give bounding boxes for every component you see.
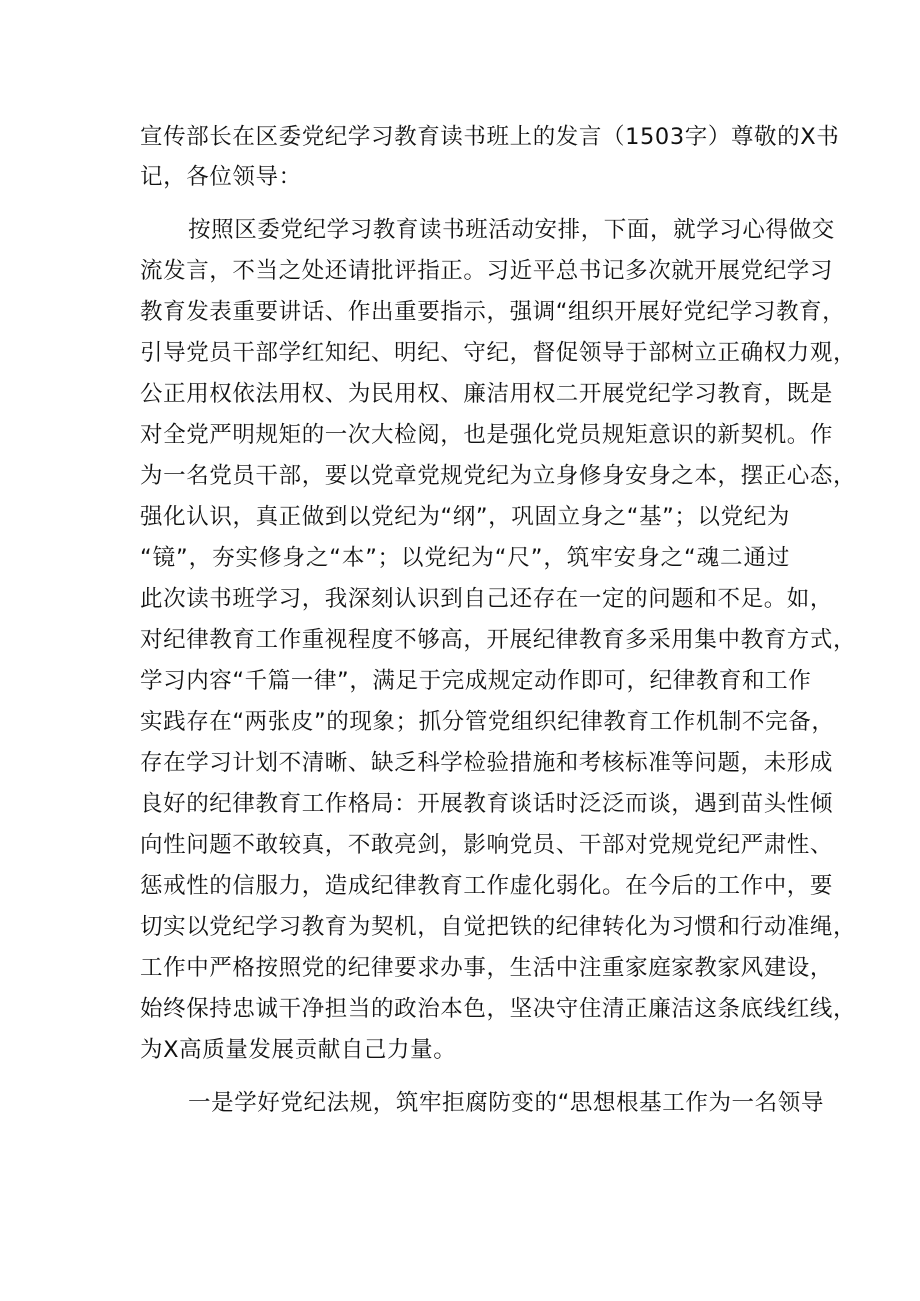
paragraph-line: 流发言，不当之处还请批评指正。习近平总书记多次就开展党纪学习 (140, 258, 834, 284)
paragraph-line: 对全党严明规矩的一次大检阅，也是强化党员规矩意识的新契机。作 (140, 422, 834, 448)
paragraph-line: 此次读书班学习，我深刻认识到自己还存在一定的问题和不足。如， (140, 586, 834, 612)
paragraph-line: 公正用权依法用权、为民用权、廉洁用权二开展党纪学习教育，既是 (140, 381, 834, 407)
salutation-line: 记，各位领导： (140, 164, 302, 190)
paragraph-line: 始终保持忠诚干净担当的政治本色，坚决守住清正廉洁这条底线红线， (140, 996, 857, 1022)
paragraph-line: 引导党员干部学红知纪、明纪、守纪，督促领导于部树立正确权力观， (140, 340, 857, 366)
paragraph-line: 教育发表重要讲话、作出重要指示，强调“组织开展好党纪学习教育， (140, 299, 846, 325)
paragraph-line: 按照区委党纪学习教育读书班活动安排，下面，就学习心得做交 (188, 217, 835, 243)
paragraph-line: 强化认识，真正做到以党纪为“纲”，巩固立身之“基”；以党纪为 (140, 504, 790, 530)
paragraph-line: 为一名党员干部，要以党章党规党纪为立身修身安身之本，摆正心态， (140, 463, 857, 489)
paragraph-line: 工作中严格按照党的纪律要求办事，生活中注重家庭家教家风建设， (140, 955, 834, 981)
paragraph-line: 为X高质量发展贡献自己力量。 (140, 1037, 457, 1063)
paragraph-line: 惩戒性的信服力，造成纪律教育工作虚化弱化。在今后的工作中，要 (140, 873, 834, 899)
title-line: 宣传部长在区委党纪学习教育读书班上的发言（1503字）尊敬的X书 (140, 124, 840, 150)
paragraph-line: 良好的纪律教育工作格局：开展教育谈话时泛泛而谈，遇到苗头性倾 (140, 791, 834, 817)
paragraph-line: 向性问题不敢较真，不敢亮剑，影响党员、干部对党规党纪严肃性、 (140, 832, 834, 858)
paragraph-line: 实践存在“两张皮”的现象；抓分管党组织纪律教育工作机制不完备， (140, 709, 835, 735)
paragraph-line: 切实以党纪学习教育为契机，自觉把铁的纪律转化为习惯和行动准绳， (140, 914, 857, 940)
paragraph-line: 学习内容“千篇一律”，满足于完成规定动作即可，纪律教育和工作 (140, 668, 812, 694)
paragraph-line: 对纪律教育工作重视程度不够高，开展纪律教育多采用集中教育方式， (140, 627, 857, 653)
paragraph-line: 一是学好党纪法规，筑牢拒腐防变的“思想根基工作为一名领导 (188, 1090, 824, 1116)
paragraph-line: 存在学习计划不清晰、缺乏科学检验措施和考核标准等问题，未形成 (140, 750, 834, 776)
paragraph-line: “镜”，夯实修身之“本”；以党纪为“尺”，筑牢安身之“魂二通过 (140, 545, 790, 571)
